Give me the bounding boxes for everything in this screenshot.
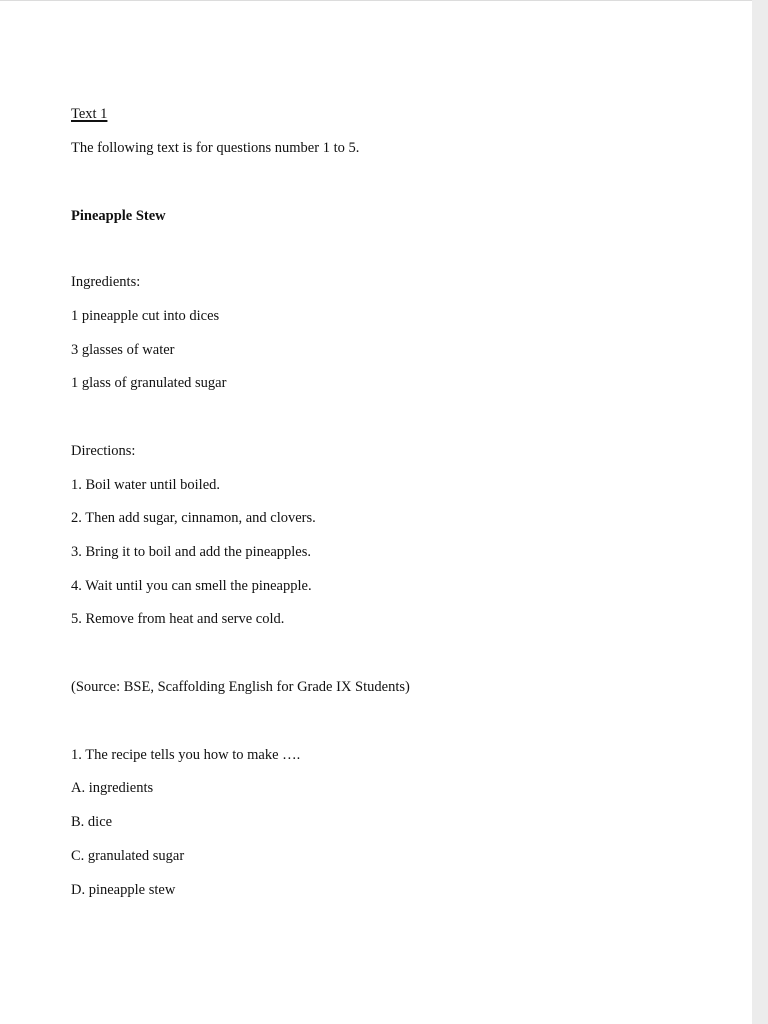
ingredient-item: 3 glasses of water bbox=[71, 342, 175, 358]
direction-step: 4. Wait until you can smell the pineapple. bbox=[71, 578, 312, 594]
direction-step: 5. Remove from heat and serve cold. bbox=[71, 611, 285, 627]
question-stem: 1. The recipe tells you how to make …. bbox=[71, 747, 301, 763]
direction-step: 1. Boil water until boiled. bbox=[71, 477, 221, 493]
source-citation: (Source: BSE, Scaffolding English for Grade IX Students) bbox=[71, 679, 410, 695]
answer-option-b: B. dice bbox=[71, 814, 113, 830]
recipe-title: Pineapple Stew bbox=[71, 208, 166, 224]
answer-option-a: A. ingredients bbox=[71, 780, 154, 796]
directions-label: Directions: bbox=[71, 443, 136, 459]
ingredient-item: 1 pineapple cut into dices bbox=[71, 308, 220, 324]
answer-option-d: D. pineapple stew bbox=[71, 882, 176, 898]
answer-option-c: C. granulated sugar bbox=[71, 848, 185, 864]
text-heading: Text 1 bbox=[71, 106, 108, 122]
ingredient-item: 1 glass of granulated sugar bbox=[71, 375, 227, 391]
intro-text: The following text is for questions number 1 to 5. bbox=[71, 140, 360, 156]
direction-step: 3. Bring it to boil and add the pineapples. bbox=[71, 544, 312, 560]
page-gutter bbox=[752, 0, 768, 1024]
ingredients-label: Ingredients: bbox=[71, 274, 141, 290]
direction-step: 2. Then add sugar, cinnamon, and clovers. bbox=[71, 510, 316, 526]
